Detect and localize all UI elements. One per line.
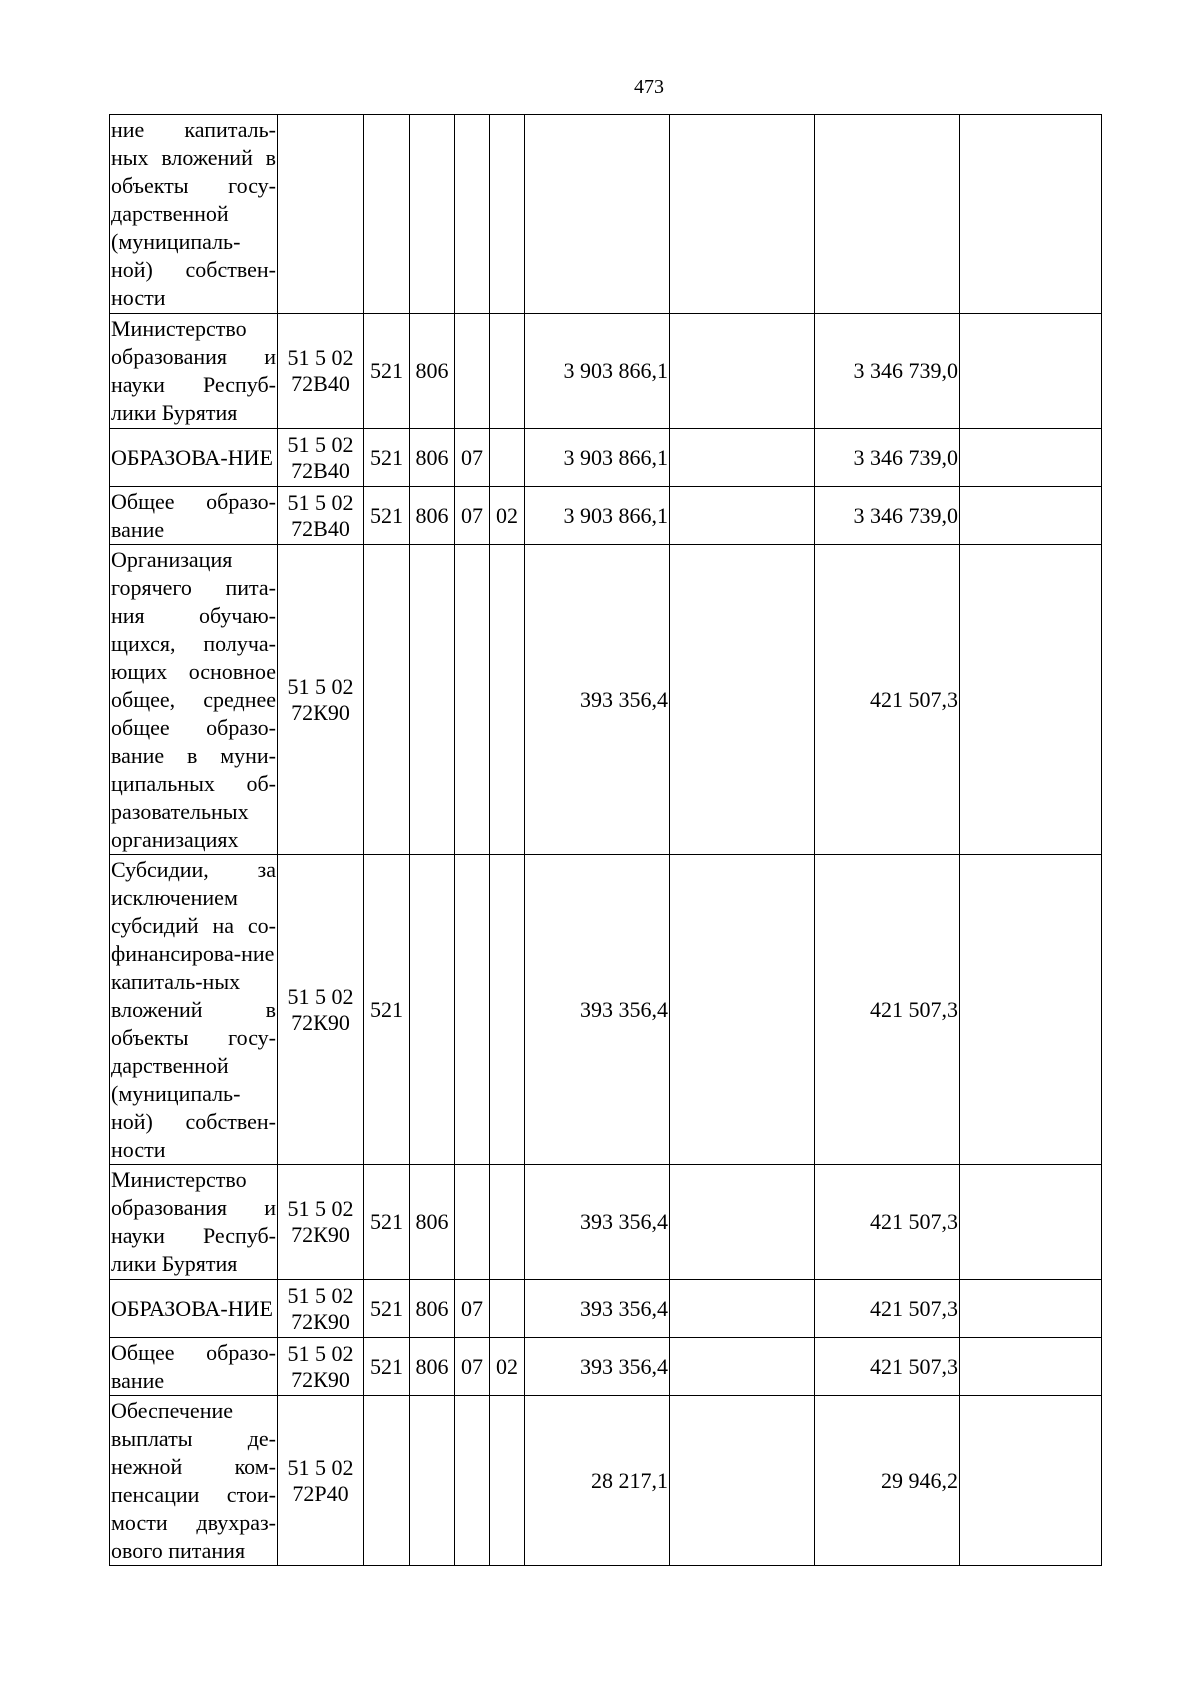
vr-code xyxy=(490,1396,525,1566)
row-name: Общее образо-вание xyxy=(110,1338,278,1396)
rz-code: 806 xyxy=(410,1280,455,1338)
row-name: Общее образо-вание xyxy=(110,487,278,545)
sum-4 xyxy=(960,855,1102,1165)
table-row xyxy=(110,1280,1102,1338)
table-row xyxy=(110,1338,1102,1396)
sum-2 xyxy=(670,314,815,429)
sum-3: 421 507,3 xyxy=(815,545,960,855)
table-row xyxy=(110,855,1102,1165)
pr-code xyxy=(455,855,490,1165)
sum-4 xyxy=(960,1396,1102,1566)
page-number: 473 xyxy=(634,76,664,98)
sum-4 xyxy=(960,487,1102,545)
sum-4 xyxy=(960,115,1102,314)
vr-code xyxy=(490,1280,525,1338)
rz-code xyxy=(410,1396,455,1566)
sum-1: 393 356,4 xyxy=(525,855,670,1165)
rz-code: 806 xyxy=(410,1338,455,1396)
table-row xyxy=(110,487,1102,545)
sum-1: 393 356,4 xyxy=(525,1280,670,1338)
vr-code xyxy=(490,115,525,314)
rz-code xyxy=(410,855,455,1165)
sum-4 xyxy=(960,1338,1102,1396)
row-name: ние капиталь-ных вложений в объекты госу-дарственной (муниципаль-ной) собствен-ности xyxy=(110,115,278,314)
sum-3: 29 946,2 xyxy=(815,1396,960,1566)
grbs-code: 521 xyxy=(364,1280,410,1338)
sum-1: 3 903 866,1 xyxy=(525,314,670,429)
sum-3: 421 507,3 xyxy=(815,1165,960,1280)
vr-code: 02 xyxy=(490,487,525,545)
rz-code: 806 xyxy=(410,429,455,487)
sum-1: 3 903 866,1 xyxy=(525,429,670,487)
sum-2 xyxy=(670,1396,815,1566)
grbs-code xyxy=(364,545,410,855)
table-row xyxy=(110,429,1102,487)
csr-code: 51 5 02 72В40 xyxy=(278,429,364,487)
sum-3 xyxy=(815,115,960,314)
rz-code xyxy=(410,115,455,314)
vr-code xyxy=(490,429,525,487)
sum-3: 3 346 739,0 xyxy=(815,314,960,429)
pr-code xyxy=(455,314,490,429)
row-name: Министерство образования и науки Респуб-лики Бурятия xyxy=(110,314,278,429)
row-name: Субсидии, за исключением субсидий на со-финансирова-ние капиталь-ных вложений в объекты госу-дарственной (муниципаль-ной) собствен-ности xyxy=(110,855,278,1165)
vr-code xyxy=(490,545,525,855)
sum-1 xyxy=(525,115,670,314)
pr-code xyxy=(455,1396,490,1566)
row-name: Организация горячего пита-ния обучаю-щихся, получа-ющих основное общее, среднее общее образо-вание в муни-ципальных об-разовательных организациях xyxy=(110,545,278,855)
rz-code: 806 xyxy=(410,314,455,429)
pr-code xyxy=(455,545,490,855)
csr-code: 51 5 02 72К90 xyxy=(278,1338,364,1396)
grbs-code: 521 xyxy=(364,855,410,1165)
sum-3: 3 346 739,0 xyxy=(815,429,960,487)
sum-4 xyxy=(960,1280,1102,1338)
csr-code: 51 5 02 72К90 xyxy=(278,1280,364,1338)
table-row xyxy=(110,1396,1102,1566)
pr-code xyxy=(455,1165,490,1280)
grbs-code xyxy=(364,115,410,314)
sum-1: 393 356,4 xyxy=(525,1165,670,1280)
sum-4 xyxy=(960,1165,1102,1280)
csr-code: 51 5 02 72Р40 xyxy=(278,1396,364,1566)
row-name: Министерство образования и науки Респуб-лики Бурятия xyxy=(110,1165,278,1280)
sum-2 xyxy=(670,1280,815,1338)
table-row xyxy=(110,115,1102,314)
rz-code: 806 xyxy=(410,1165,455,1280)
pr-code: 07 xyxy=(455,487,490,545)
table-row xyxy=(110,545,1102,855)
pr-code: 07 xyxy=(455,1338,490,1396)
vr-code: 02 xyxy=(490,1338,525,1396)
sum-3: 3 346 739,0 xyxy=(815,487,960,545)
sum-2 xyxy=(670,429,815,487)
sum-2 xyxy=(670,545,815,855)
csr-code: 51 5 02 72В40 xyxy=(278,314,364,429)
csr-code: 51 5 02 72К90 xyxy=(278,855,364,1165)
row-name: Обеспечение выплаты де-нежной ком-пенсации стои-мости двухраз-ового питания xyxy=(110,1396,278,1566)
table-row xyxy=(110,1165,1102,1280)
csr-code: 51 5 02 72К90 xyxy=(278,545,364,855)
sum-2 xyxy=(670,1338,815,1396)
sum-2 xyxy=(670,115,815,314)
budget-table xyxy=(109,114,1102,1566)
pr-code: 07 xyxy=(455,1280,490,1338)
grbs-code: 521 xyxy=(364,1165,410,1280)
rz-code xyxy=(410,545,455,855)
sum-3: 421 507,3 xyxy=(815,1280,960,1338)
row-name: ОБРАЗОВА-НИЕ xyxy=(110,1280,278,1338)
pr-code: 07 xyxy=(455,429,490,487)
sum-4 xyxy=(960,429,1102,487)
sum-4 xyxy=(960,545,1102,855)
sum-1: 393 356,4 xyxy=(525,1338,670,1396)
sum-3: 421 507,3 xyxy=(815,1338,960,1396)
sum-2 xyxy=(670,1165,815,1280)
sum-2 xyxy=(670,487,815,545)
rz-code: 806 xyxy=(410,487,455,545)
vr-code xyxy=(490,314,525,429)
sum-1: 3 903 866,1 xyxy=(525,487,670,545)
sum-3: 421 507,3 xyxy=(815,855,960,1165)
vr-code xyxy=(490,1165,525,1280)
csr-code: 51 5 02 72В40 xyxy=(278,487,364,545)
vr-code xyxy=(490,855,525,1165)
grbs-code: 521 xyxy=(364,487,410,545)
csr-code: 51 5 02 72К90 xyxy=(278,1165,364,1280)
sum-4 xyxy=(960,314,1102,429)
sum-1: 28 217,1 xyxy=(525,1396,670,1566)
grbs-code xyxy=(364,1396,410,1566)
sum-1: 393 356,4 xyxy=(525,545,670,855)
sum-2 xyxy=(670,855,815,1165)
table-row xyxy=(110,314,1102,429)
grbs-code: 521 xyxy=(364,1338,410,1396)
pr-code xyxy=(455,115,490,314)
grbs-code: 521 xyxy=(364,314,410,429)
csr-code xyxy=(278,115,364,314)
grbs-code: 521 xyxy=(364,429,410,487)
row-name: ОБРАЗОВА-НИЕ xyxy=(110,429,278,487)
